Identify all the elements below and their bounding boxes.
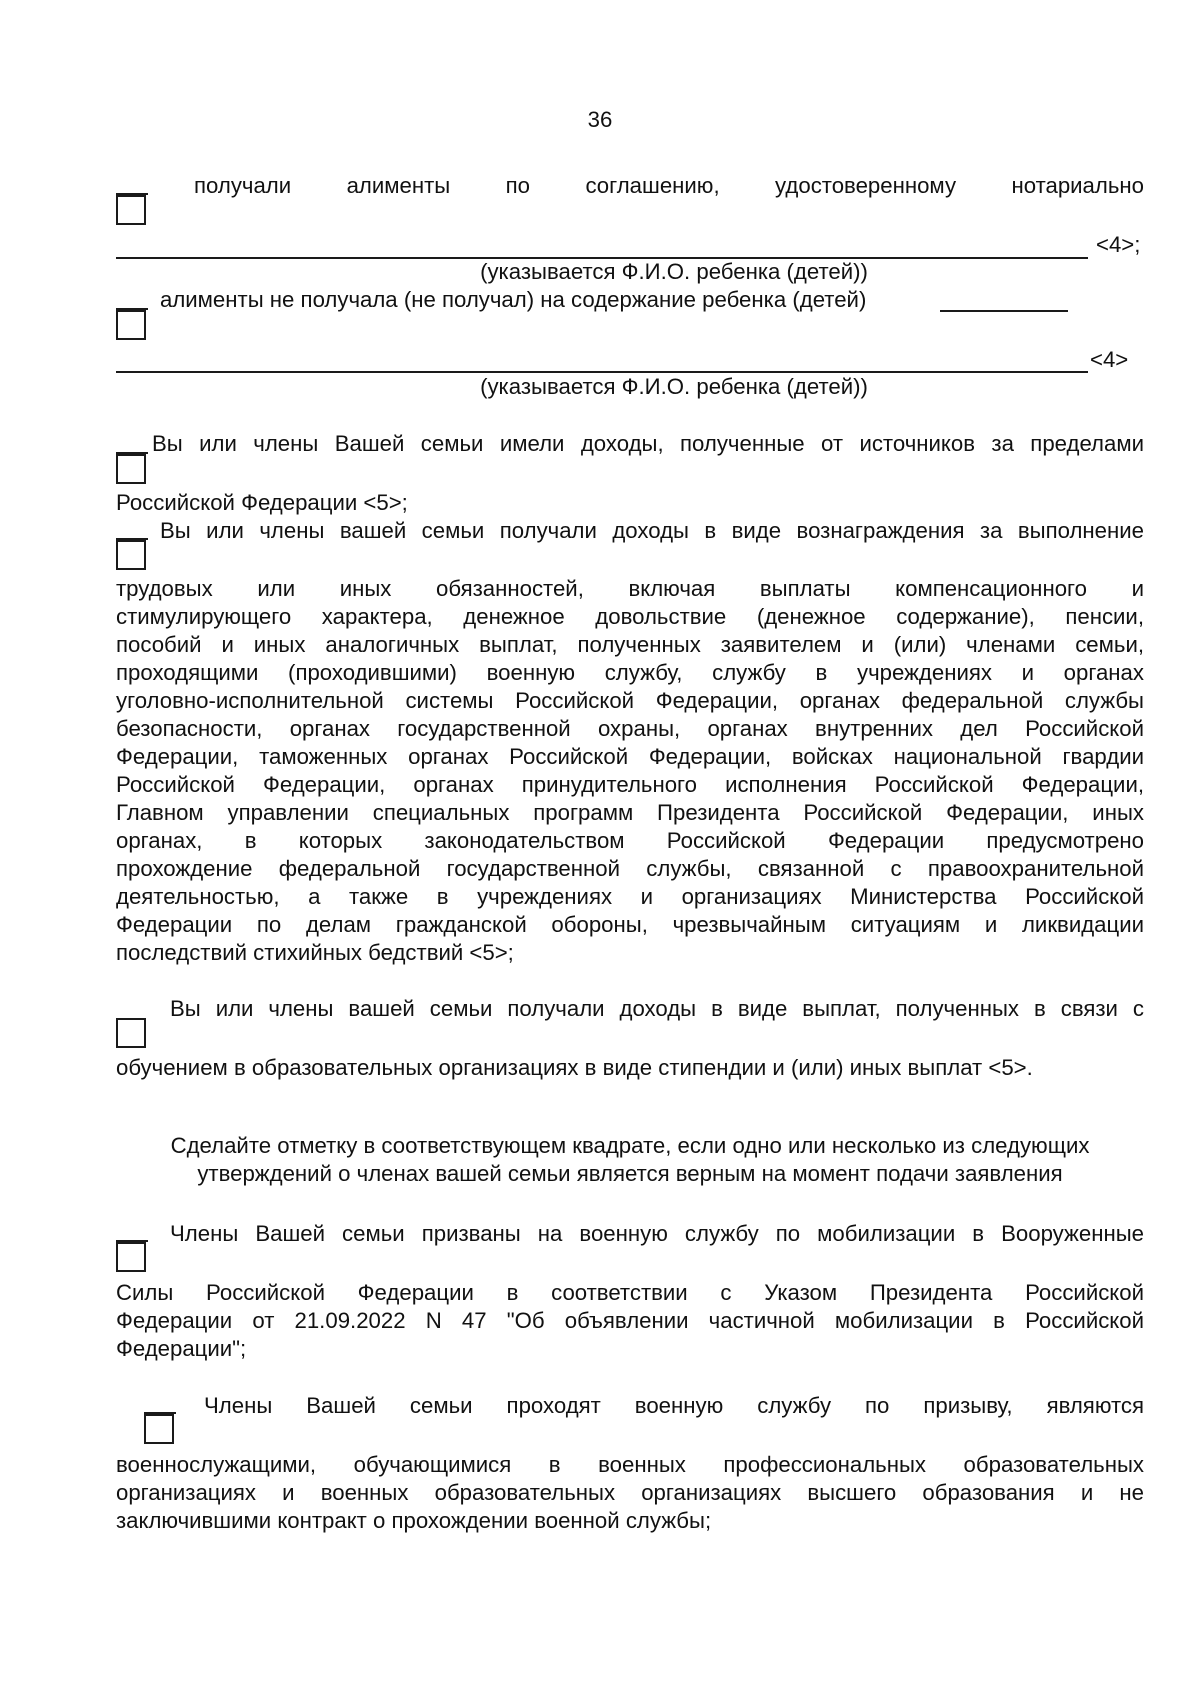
child-name-fill-line bbox=[116, 371, 1088, 373]
alimony-notarized-text: получали алименты по соглашению, удостоверенному нотариально bbox=[194, 173, 1144, 198]
conscription-line: военнослужащими, обучающимися в военных профессиональных образовательных bbox=[116, 1452, 1144, 1477]
service-income-line: пособий и иных аналогичных выплат, полученных заявителем и (или) членами семьи, bbox=[116, 632, 1144, 657]
mobilization-line: Силы Российской Федерации в соответствии с Указом Президента Российской bbox=[116, 1280, 1144, 1305]
mobilization-text: Члены Вашей семьи призваны на военную службу по мобилизации в Вооруженные bbox=[170, 1221, 1144, 1246]
service-income-line: Российской Федерации, органах принудительного исполнения Российской Федерации, bbox=[116, 772, 1144, 797]
conscription-text: Члены Вашей семьи проходят военную службу по призыву, являются bbox=[204, 1393, 1144, 1418]
scholarship-income-text: Вы или члены вашей семьи получали доходы в виде выплат, полученных в связи с bbox=[170, 996, 1144, 1021]
service-income-line: безопасности, органах государственной охраны, органах внутренних дел Российской bbox=[116, 716, 1144, 741]
conscription-line: организациях и военных образовательных организациях высшего образования и не bbox=[116, 1480, 1144, 1505]
service-income-line: Федерации, таможенных органах Российской Федерации, войсках национальной гвардии bbox=[116, 744, 1144, 769]
footnote-ref: <4>; bbox=[1096, 232, 1141, 257]
alimony-not-received-checkbox[interactable] bbox=[116, 310, 146, 340]
alimony-notarized-checkbox[interactable] bbox=[116, 195, 146, 225]
scholarship-income-text-cont: обучением в образовательных организациях в виде стипендии и (или) иных выплат <5>. bbox=[116, 1055, 1033, 1080]
service-income-line: органах, в которых законодательством Российской Федерации предусмотрено bbox=[116, 828, 1144, 853]
conscription-checkbox[interactable] bbox=[144, 1414, 174, 1444]
service-income-checkbox[interactable] bbox=[116, 540, 146, 570]
child-name-caption: (указывается Ф.И.О. ребенка (детей)) bbox=[480, 259, 868, 284]
section-heading-line-2: утверждений о членах вашей семьи является верным на момент подачи заявления bbox=[197, 1161, 1063, 1186]
footnote-ref: <4> bbox=[1090, 347, 1129, 372]
foreign-income-text: Вы или члены Вашей семьи имели доходы, полученные от источников за пределами bbox=[152, 431, 1144, 456]
service-income-line: деятельностью, а также в учреждениях и организациях Министерства Российской bbox=[116, 884, 1144, 909]
child-name-caption: (указывается Ф.И.О. ребенка (детей)) bbox=[480, 374, 868, 399]
mobilization-checkbox[interactable] bbox=[116, 1242, 146, 1272]
section-heading-line-1: Сделайте отметку в соответствующем квадрате, если одно или несколько из следующих bbox=[170, 1133, 1090, 1158]
service-income-line: последствий стихийных бедствий <5>; bbox=[116, 940, 514, 965]
service-income-line: трудовых или иных обязанностей, включая выплаты компенсационного и bbox=[116, 576, 1144, 601]
foreign-income-checkbox[interactable] bbox=[116, 454, 146, 484]
service-income-line: стимулирующего характера, денежное довольствие (денежное содержание), пенсии, bbox=[116, 604, 1144, 629]
conscription-line: заключившими контракт о прохождении военной службы; bbox=[116, 1508, 712, 1533]
mobilization-line: Федерации от 21.09.2022 N 47 "Об объявлении частичной мобилизации в Российской bbox=[116, 1308, 1144, 1333]
alimony-not-received-text: алименты не получала (не получал) на содержание ребенка (детей) bbox=[160, 287, 867, 312]
service-income-line: уголовно-исполнительной системы Российской Федерации, органах федеральной службы bbox=[116, 688, 1144, 713]
mobilization-line: Федерации"; bbox=[116, 1336, 247, 1361]
inline-fill-line bbox=[940, 310, 1068, 312]
service-income-text: Вы или члены вашей семьи получали доходы в виде вознаграждения за выполнение bbox=[160, 518, 1144, 543]
service-income-line: прохождение федеральной государственной службы, связанной с правоохранительной bbox=[116, 856, 1144, 881]
service-income-line: Федерации по делам гражданской обороны, чрезвычайным ситуациям и ликвидации bbox=[116, 912, 1144, 937]
scholarship-income-checkbox[interactable] bbox=[116, 1018, 146, 1048]
service-income-line: проходящими (проходившими) военную службу, службу в учреждениях и органах bbox=[116, 660, 1144, 685]
page-number: 36 bbox=[587, 107, 613, 132]
service-income-line: Главном управлении специальных программ Президента Российской Федерации, иных bbox=[116, 800, 1144, 825]
foreign-income-text-cont: Российской Федерации <5>; bbox=[116, 490, 408, 515]
